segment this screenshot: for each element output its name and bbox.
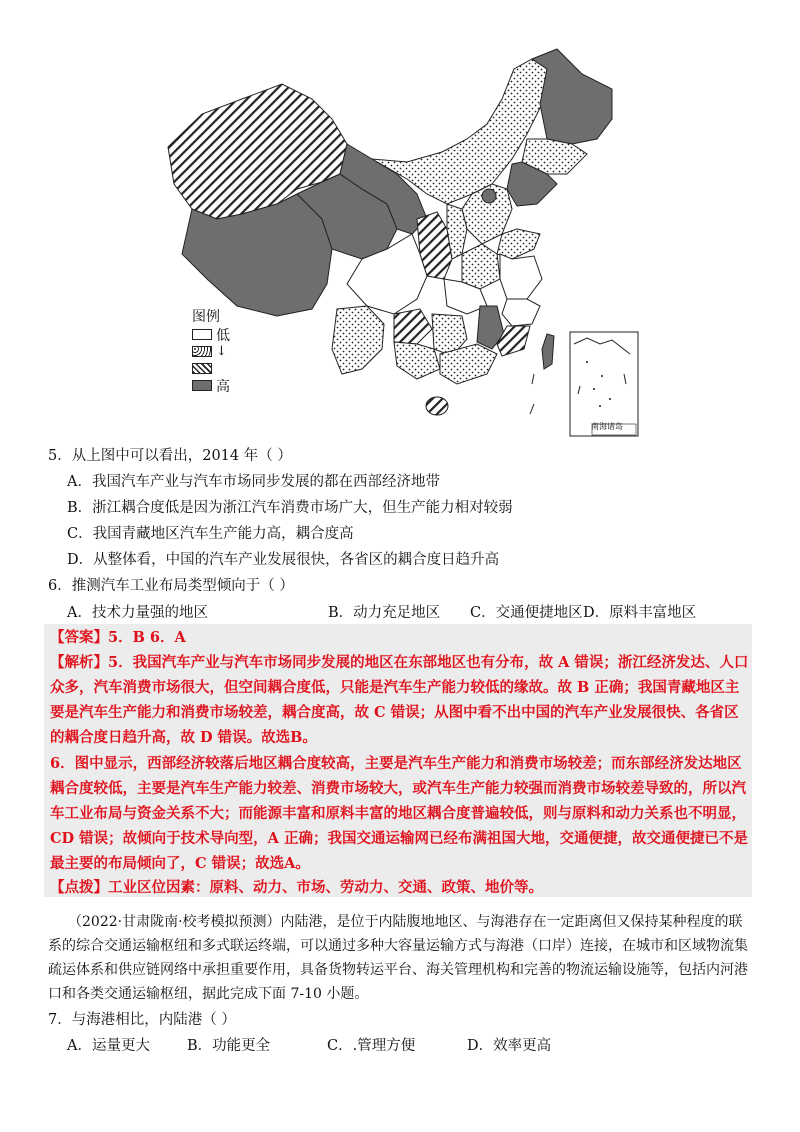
- q5-option-a: A．我国汽车产业与汽车市场同步发展的都在西部经济地带: [67, 474, 440, 490]
- tip-line: 【点拨】工业区位因素：原料、动力、市场、劳动力、交通、政策、地价等。: [50, 879, 543, 896]
- q6-option-d: D．原料丰富地区: [583, 605, 697, 621]
- region-heilongjiang: [532, 49, 612, 144]
- region-guizhou: [394, 309, 432, 344]
- region-guangxi: [394, 342, 440, 379]
- legend-title: 图例: [192, 309, 220, 325]
- map-legend: [192, 306, 230, 394]
- legend-high-label: 高: [216, 378, 230, 395]
- q6-option-b: B．动力充足地区: [328, 605, 441, 621]
- china-coupling-map: [162, 44, 652, 438]
- q5-option-c: C．我国青藏地区汽车生产能力高，耦合度高: [67, 526, 354, 542]
- q7-stem: 7．与海港相比，内陆港（ ）: [48, 1012, 236, 1028]
- q5-option-d: D．从整体看，中国的汽车产业发展很快，各省区的耦合度日趋升高: [67, 552, 500, 568]
- region-jiangsu: [500, 254, 542, 299]
- legend-swatch-white: [192, 329, 212, 340]
- legend-swatch-dark: [192, 380, 212, 391]
- inset-label: 南海诸岛: [591, 422, 623, 431]
- region-beijing: [482, 189, 496, 203]
- intro-passage: （2022·甘肃陇南·校考模拟预测）内陆港，是位于内陆腹地地区、与海港存在一定距离但又保持某种程度的联系的综合交通运输枢纽和多式联运终端，可以通过多种大容量运输方式与海港（口岸）连接，在城市和区域物流集疏运体系和供应链网络中承担重要作用，具备货物转运平台、海关管理机构和完善的物流运输设施等，包括内河港口和各类交通运输枢纽，据此完成下面 7-10 小题。: [48, 914, 748, 1002]
- q6-stem: 6．推测汽车工业布局类型倾向于（ ）: [48, 578, 294, 594]
- q7-option-d: D．效率更高: [467, 1038, 552, 1054]
- q7-option-b: B．功能更全: [187, 1038, 271, 1054]
- q6-option-c: C．交通便捷地区: [470, 605, 583, 621]
- region-taiwan: [542, 334, 554, 369]
- q7-option-c: C．.管理方便: [327, 1038, 416, 1054]
- analysis-5: 【解析】5．我国汽车产业与汽车市场同步发展的地区在东部地区也有分布，故 A 错误；浙江经济发达、人口众多，汽车消费市场很大，但空间耦合度低，只能是汽车生产能力较低的缘故。故 B 正确；我国青藏地区主要是汽车生产能力和消费市场较差，耦合度高，故 C 错误；从图中看不出中国的汽车产业发展很快、各省区的耦合度日趋升高，故 D 错误。故选B。: [50, 654, 749, 746]
- q5-option-b: B．浙江耦合度低是因为浙江汽车消费市场广大，但生产能力相对较弱: [67, 500, 513, 516]
- answer-line: 【答案】5．B 6．A: [50, 629, 186, 646]
- q6-option-a: A．技术力量强的地区: [67, 605, 208, 621]
- analysis-6: 6．图中显示，西部经济较落后地区耦合度较高，主要是汽车生产能力和消费市场较差；而东部经济发达地区耦合度较低，主要是汽车生产能力较差、消费市场较大，或汽车生产能力较强而消费市场较差导致的，所以汽车工业布局与资金关系不大；而能源丰富和原料丰富的地区耦合度普遍较低，则与原料和动力关系也不明显，CD 错误；故倾向于技术导向型，A 正确；我国交通运输网已经布满祖国大地，交通便捷，故交通便捷已不是最主要的布局倾向了，C 错误；故选A。: [50, 755, 748, 872]
- region-yunnan: [332, 306, 384, 374]
- region-hainan: [426, 397, 448, 415]
- region-shandong: [497, 229, 540, 259]
- region-zhejiang: [502, 299, 540, 326]
- map-svg: [162, 44, 652, 438]
- legend-swatch-dots: [192, 346, 212, 357]
- legend-low-label: 低: [216, 327, 230, 344]
- q5-stem: 5．从上图中可以看出，2014 年（ ）: [48, 448, 292, 464]
- q7-option-a: A．运量更大: [67, 1038, 150, 1054]
- legend-swatch-hatch: [192, 363, 212, 374]
- arrow-down-icon: ↓: [216, 344, 227, 359]
- region-henan: [462, 244, 500, 289]
